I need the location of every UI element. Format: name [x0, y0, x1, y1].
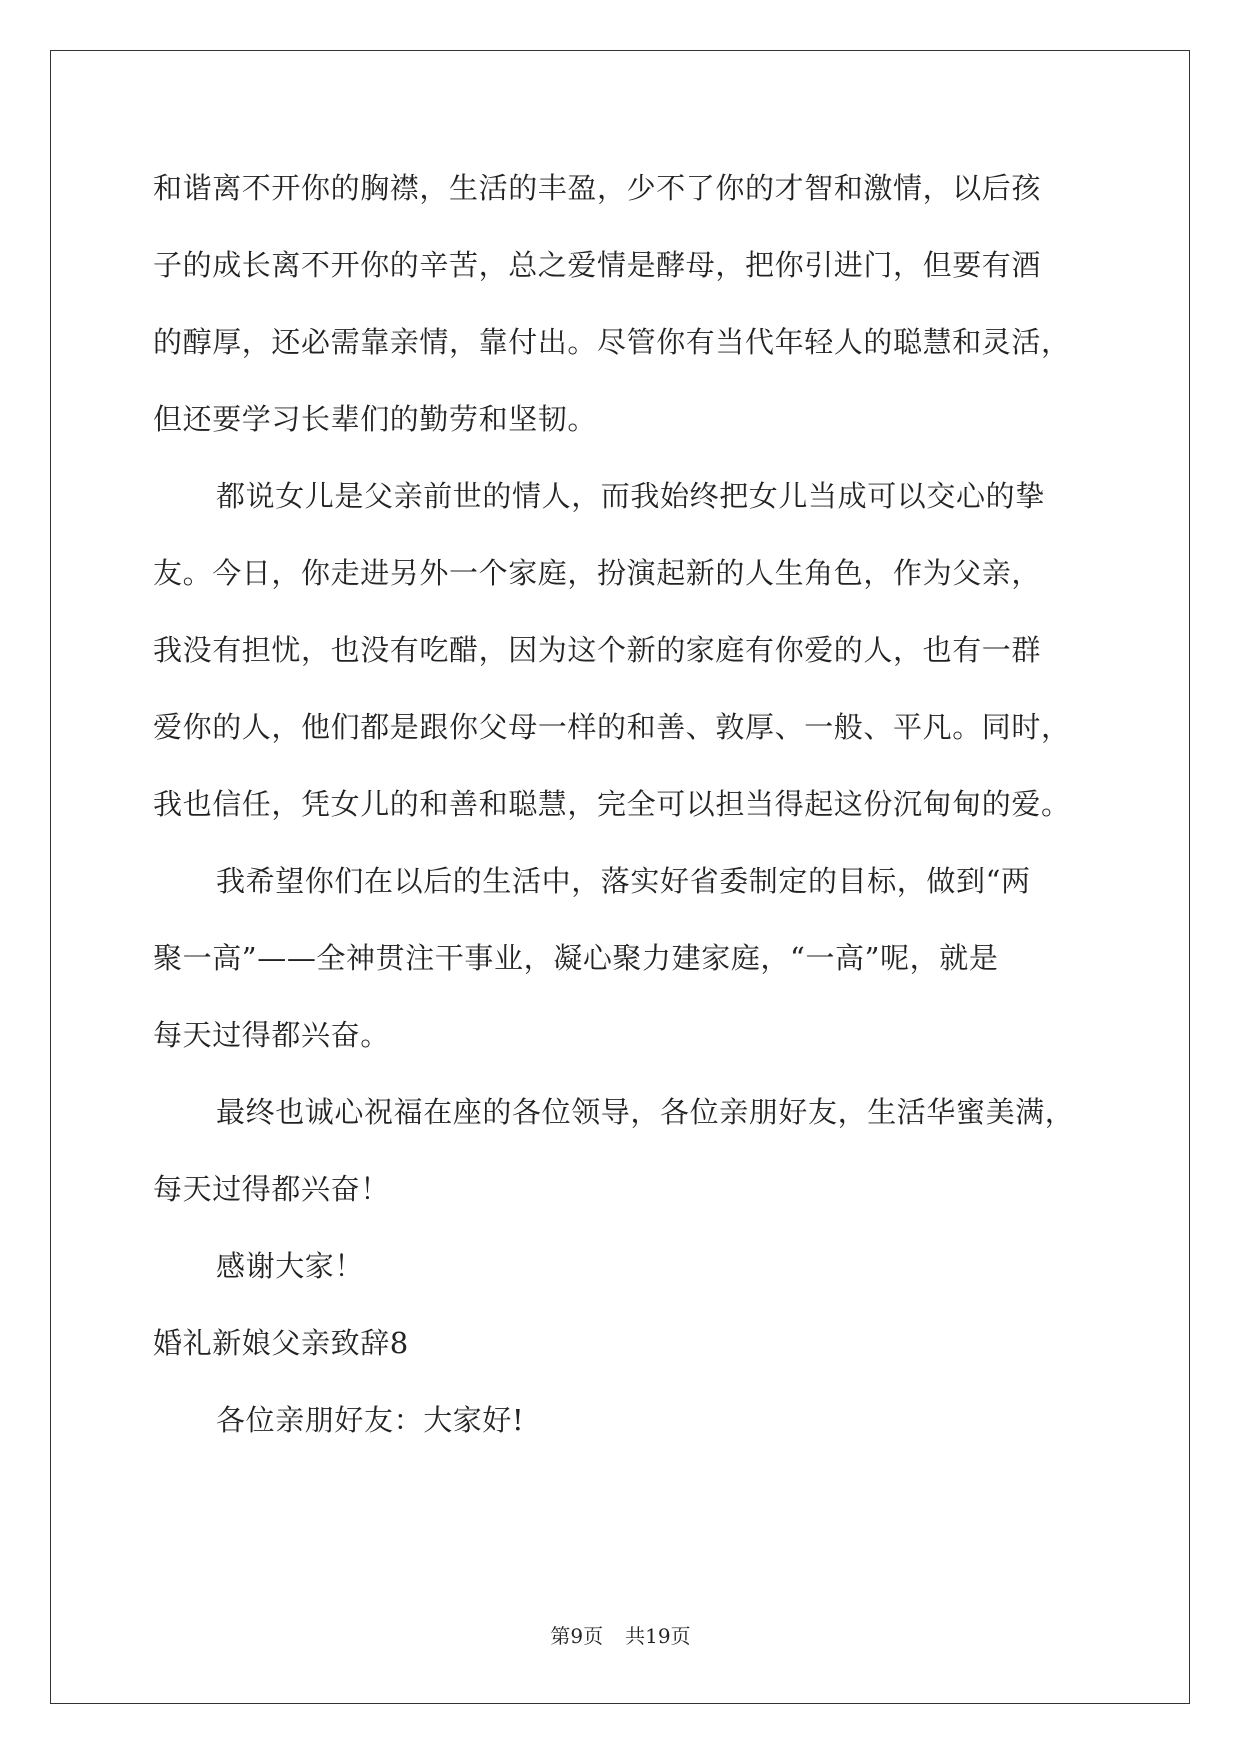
- paragraph-line: 友。今日，你走进另外一个家庭，扮演起新的人生角色，作为父亲，: [153, 556, 1042, 590]
- paragraph-line: 都说女儿是父亲前世的情人，而我始终把女儿当成可以交心的挚: [216, 479, 1045, 513]
- paragraph-line: 感谢大家！: [216, 1249, 365, 1283]
- paragraph-line: 我没有担忧，也没有吃醋，因为这个新的家庭有你爱的人，也有一群: [153, 633, 1042, 667]
- paragraph-line: 但还要学习长辈们的勤劳和坚韧。: [153, 402, 598, 436]
- paragraph-line: 的醇厚，还必需靠亲情，靠付出。尽管你有当代年轻人的聪慧和灵活，: [153, 325, 1071, 359]
- paragraph-line: 我希望你们在以后的生活中，落实好省委制定的目标，做到“两: [216, 864, 1031, 898]
- section-heading: 婚礼新娘父亲致辞8: [153, 1326, 409, 1360]
- paragraph-line: 各位亲朋好友：大家好!: [216, 1403, 525, 1437]
- paragraph-line: 每天过得都兴奋。: [153, 1018, 390, 1052]
- paragraph-line: 聚一高”——全神贯注干事业，凝心聚力建家庭，“一高”呢，就是: [153, 941, 999, 975]
- page-total: 共19页: [625, 1624, 691, 1648]
- paragraph-line: 爱你的人，他们都是跟你父母一样的和善、敦厚、一般、平凡。同时，: [153, 710, 1071, 744]
- paragraph-line: 最终也诚心祝福在座的各位领导，各位亲朋好友，生活华蜜美满，: [216, 1095, 1075, 1129]
- paragraph-line: 子的成长离不开你的辛苦，总之爱情是酵母，把你引进门，但要有酒: [153, 248, 1042, 282]
- paragraph-line: 我也信任，凭女儿的和善和聪慧，完全可以担当得起这份沉甸甸的爱。: [153, 787, 1071, 821]
- paragraph-line: 每天过得都兴奋！: [153, 1172, 390, 1206]
- page-footer: [0, 1620, 1241, 1649]
- paragraph-line: 和谐离不开你的胸襟，生活的丰盈，少不了你的才智和激情，以后孩: [153, 171, 1042, 205]
- page-number: 第9页: [550, 1624, 604, 1648]
